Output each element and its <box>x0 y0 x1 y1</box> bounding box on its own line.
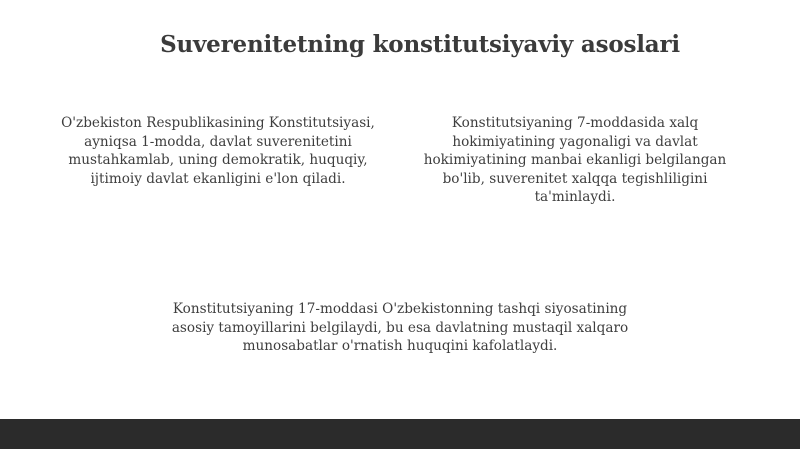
paragraph-article-7: Konstitutsiyaning 7-moddasida xalq hokimiyatining yagonaligi va davlat hokimiyatining manbai ekanligi belgilangan bo'lib, suverenitet xalqqa tegishliligini ta'minlaydi. <box>423 115 727 205</box>
footer-bar <box>0 419 800 449</box>
paragraph-article-1: O'zbekiston Respublikasining Konstitutsiyasi, ayniqsa 1-modda, davlat suverenitetini mustahkamlab, uning demokratik, huquqiy, ijtimoiy davlat ekanligini e'lon qiladi. <box>61 115 375 187</box>
paragraph-article-17: Konstitutsiyaning 17-moddasi O'zbekistonning tashqi siyosatining asosiy tamoyillarini belgilaydi, bu esa davlatning mustaqil xalqaro munosabatlar o'rnatish huquqini kafolatlaydi. <box>171 301 629 354</box>
slide-title: Suverenitetning konstitutsiyaviy asoslari <box>160 31 680 58</box>
